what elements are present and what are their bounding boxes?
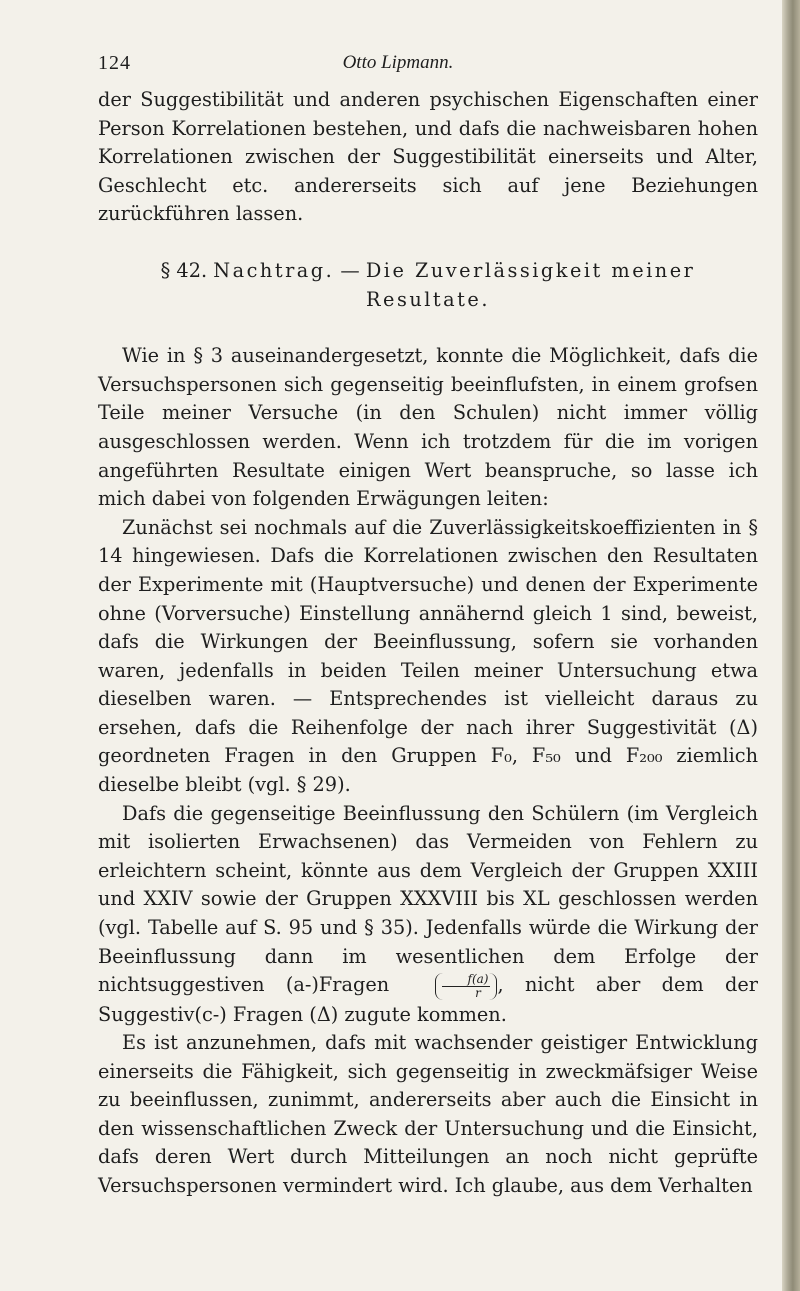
book-binding-edge	[782, 0, 800, 1291]
section-heading	[98, 257, 758, 314]
paragraph-3: Zunächst sei nochmals auf die Zuverlässigkeitskoeffizienten in § 14 hingewiesen. Dafs die Korrelationen zwischen den Resultaten der Experimente mit (Hauptversuche) und denen der Experimente ohne (Vorversuche) Einstellung annähernd gleich 1 sind, beweist, dafs die Wirkungen der Beeinflussung, sofern sie vorhanden waren, jedenfalls in beiden Teilen meiner Untersuchung etwa dieselben waren. — Entsprechendes ist vielleicht daraus zu ersehen, dafs die Reihenfolge der nach ihrer Suggestivität (Δ) geordneten Fragen in den Gruppen F₀, F₅₀ und F₂₀₀ ziemlich dieselbe bleibt (vgl. § 29).	[98, 515, 758, 797]
section-title-line1: Die Zuverlässigkeit meiner	[365, 258, 696, 282]
paragraph-2: Wie in § 3 auseinandergesetzt, konnte die Möglichkeit, dafs die Versuchspersonen sich gegenseitig beeinflufsten, in einem grofsen Teile meiner Versuche (in den Schulen) nicht immer völlig ausgeschlossen werden. Wenn ich trotzdem für die im vorigen angeführten Resultate einigen Wert beanspruche, so lasse ich mich dabei von folgenden Erwägungen leiten:	[98, 344, 758, 511]
page-number: 124	[98, 52, 131, 74]
section-dash: —	[340, 258, 360, 282]
running-head: Otto Lipmann.	[342, 52, 454, 73]
paragraph-1: der Suggestibilität und anderen psychischen Eigenschaften einer Person Korrelationen bestehen, und dafs die nachweisbaren hohen Korrelationen zwischen der Suggestibilität einerseits und Alter, Geschlecht etc. andererseits sich auf jene Beziehungen zurückführen lassen.	[98, 88, 758, 226]
body-text	[98, 86, 758, 1201]
formula-denominator: r	[475, 986, 481, 1001]
section-label: Nachtrag.	[213, 258, 335, 282]
paragraph-4-text-after: , nicht aber dem der Suggestiv(c-) Fragen (Δ) zugute kommen.	[98, 973, 758, 1026]
paragraph-4-text-before: Dafs die gegenseitige Beeinflussung den Schülern (im Vergleich mit isolierten Erwachsenen) das Vermeiden von Fehlern zu erleichtern scheint, könnte aus dem Vergleich der Gruppen XXIII und XXIV sowie der Gruppen XXXVIII bis XL geschlossen werden (vgl. Tabelle auf S. 95 und § 35). Jedenfalls würde die Wirkung der Beeinflussung dann im wesentlichen dem Erfolge der nichtsuggestiven (a-)Fragen	[98, 801, 758, 997]
fraction-formula	[411, 972, 498, 1001]
page-header	[98, 52, 698, 82]
formula-numerator: f(a)	[442, 973, 491, 987]
section-title-line2: Resultate.	[366, 287, 490, 311]
paragraph-5: Es ist anzunehmen, dafs mit wachsender geistiger Entwicklung einerseits die Fähigkeit, sich gegenseitig in zweckmäfsiger Weise zu beeinflussen, zunimmt, andererseits aber auch die Einsicht in den wissenschaftlichen Zweck der Untersuchung und die Einsicht, dafs deren Wert durch Mitteilungen an noch nicht geprüfte Versuchspersonen vermindert wird. Ich glaube, aus dem Verhalten	[98, 1031, 758, 1198]
section-number: § 42.	[160, 258, 208, 282]
paragraph-4	[98, 800, 758, 1029]
